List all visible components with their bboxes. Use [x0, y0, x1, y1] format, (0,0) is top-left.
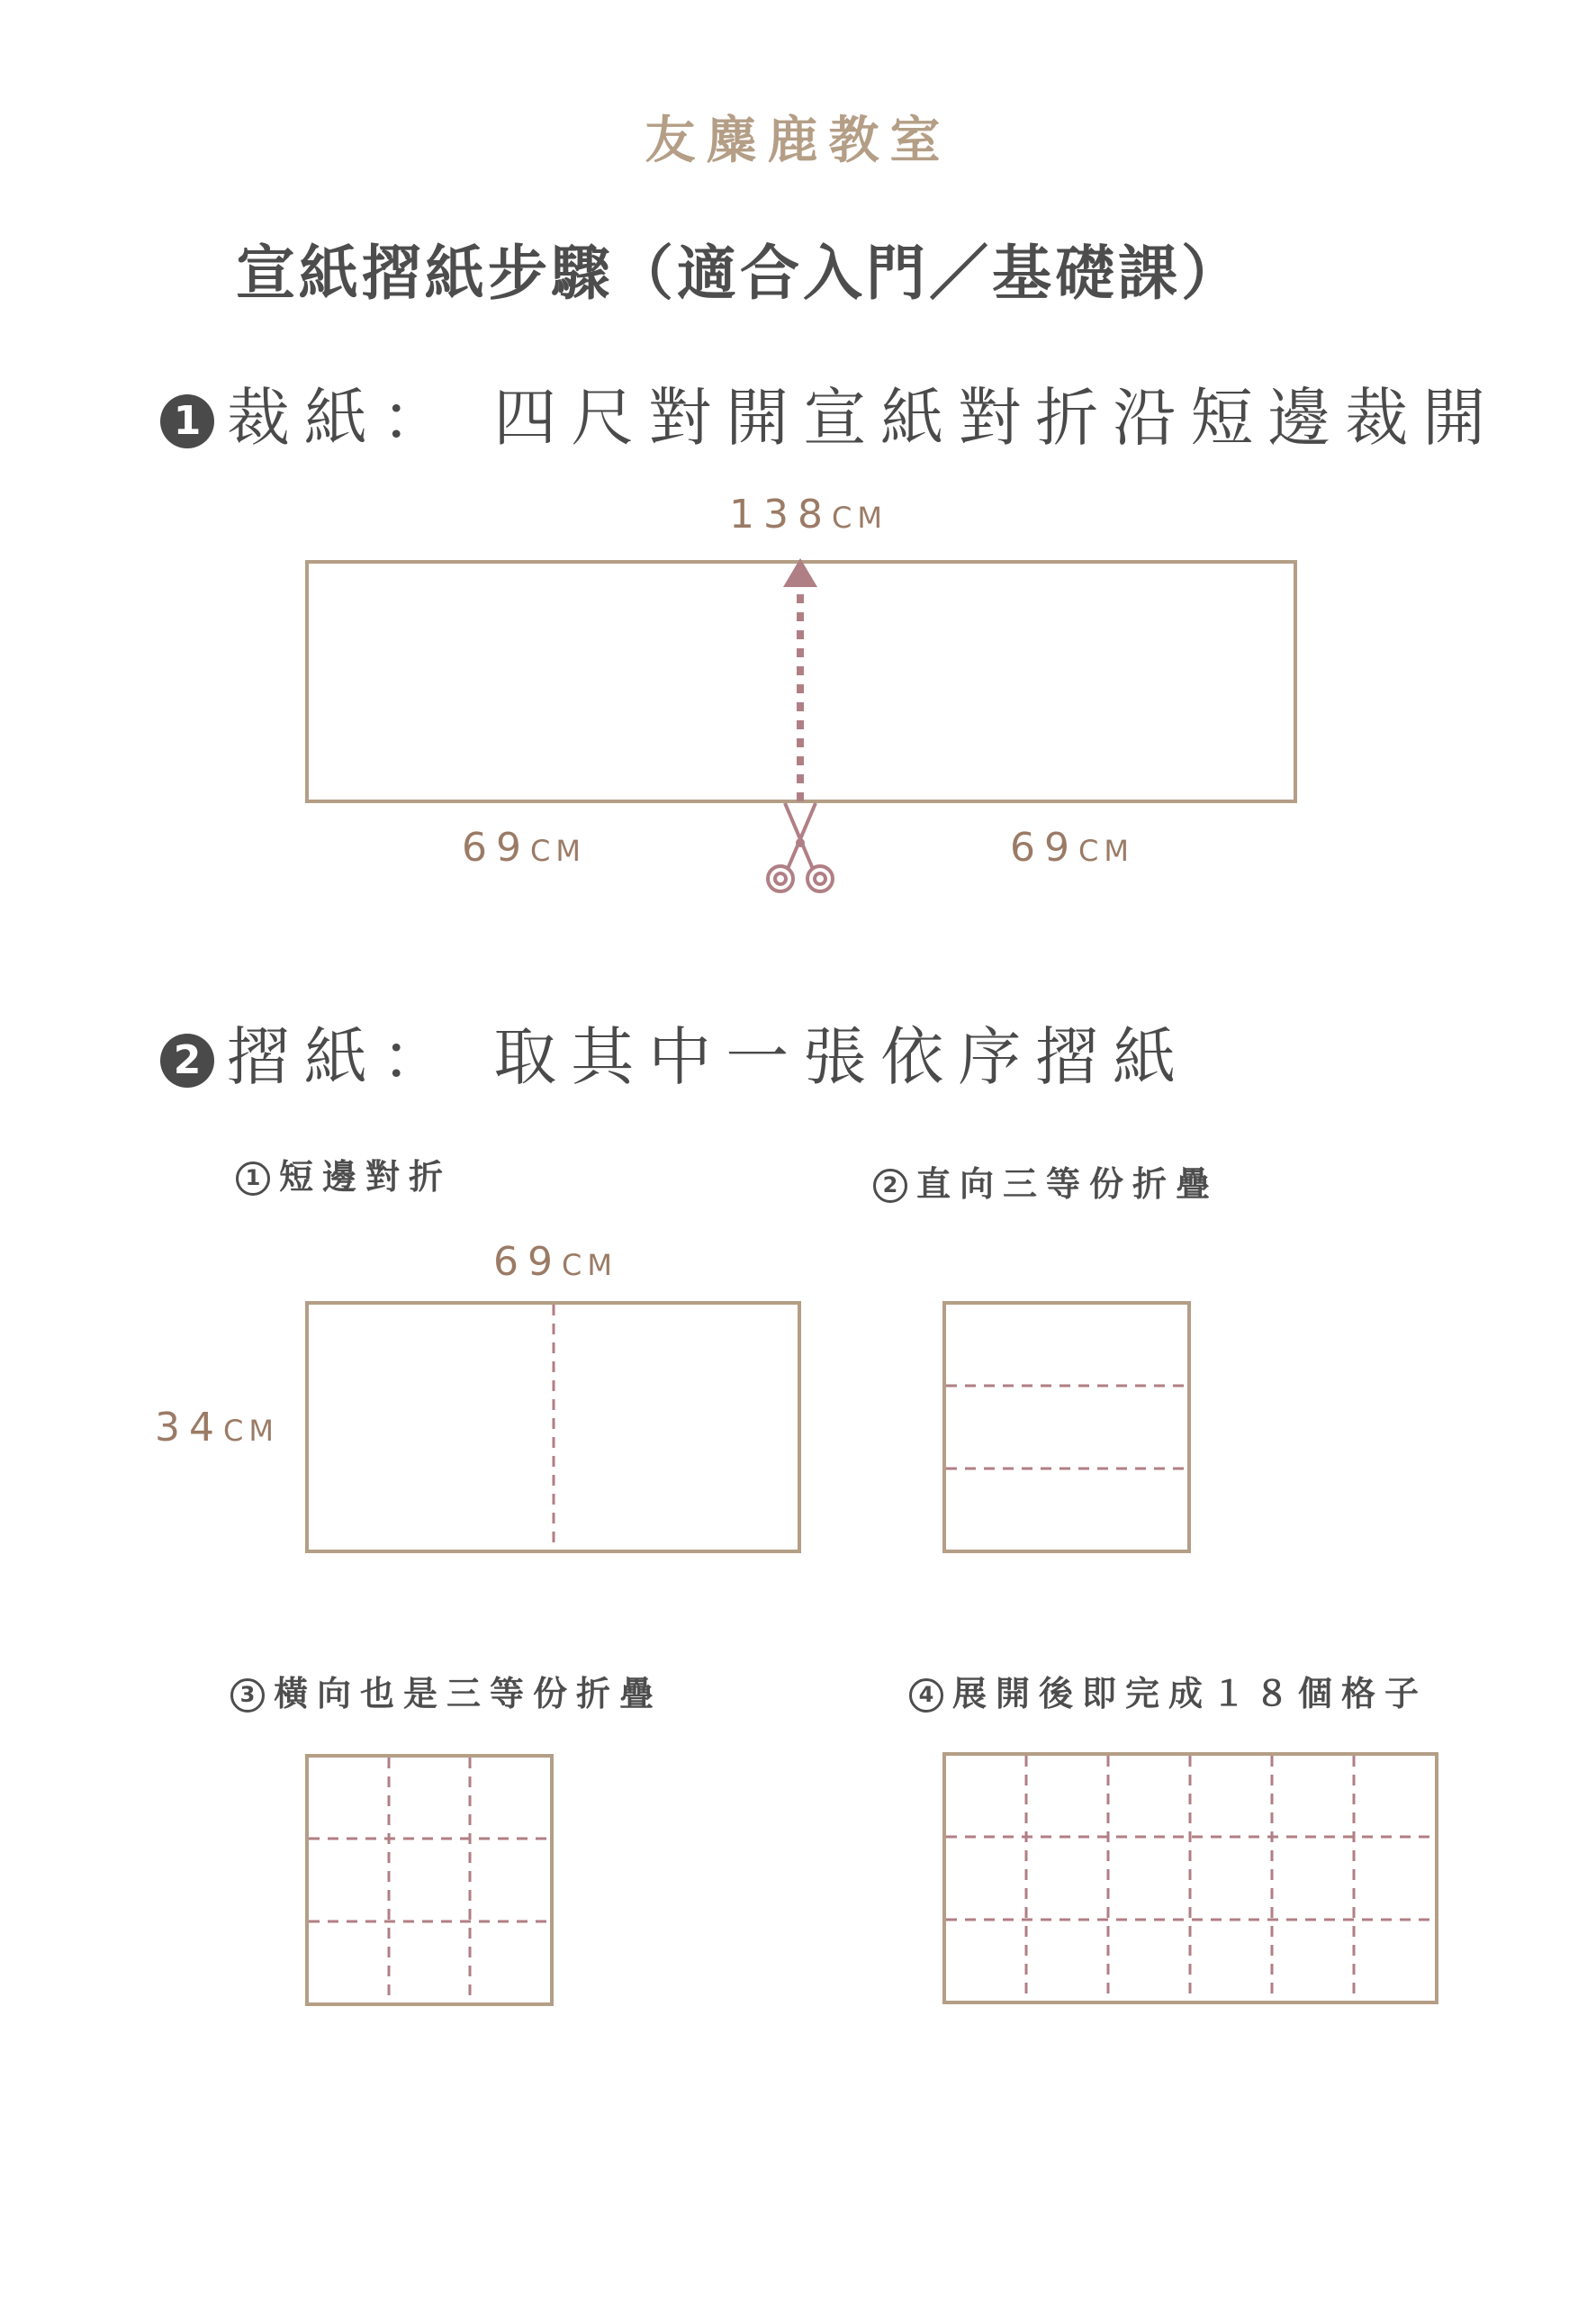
folded-height-value: 34	[155, 1405, 223, 1451]
left-half-value: 69	[462, 825, 530, 871]
right-half-value: 69	[1010, 825, 1078, 871]
section-1-number: 1	[160, 394, 214, 448]
folded-width-unit: CM	[562, 1248, 618, 1282]
section-2-text: 摺紙： 取其中一張依序摺紙	[227, 1020, 1191, 1094]
paper-width-unit: CM	[831, 501, 888, 535]
step-2-text: 直向三等份折疊	[916, 1164, 1220, 1204]
scissors-icon	[768, 803, 833, 891]
section-2-number: 2	[160, 1034, 214, 1088]
left-half-unit: CM	[530, 834, 586, 868]
step-1-text: 短邊對折	[279, 1157, 453, 1197]
step-3-paper	[307, 1756, 552, 2004]
step-4-number: 4	[909, 1678, 943, 1713]
page-title: 宣紙摺紙步驟（適合入門／基礎課）	[236, 238, 1244, 308]
step-3-number: 3	[230, 1678, 265, 1713]
step-1-number: 1	[236, 1162, 270, 1196]
step-2-paper	[944, 1303, 1189, 1551]
folded-width-value: 69	[493, 1239, 562, 1285]
folded-height-unit: CM	[223, 1414, 279, 1448]
step-3-text: 橫向也是三等份折疊	[274, 1674, 663, 1713]
brand-name: 友麋鹿教室	[645, 111, 951, 170]
paper-width-value: 138	[729, 492, 832, 538]
step-4-text: 展開後即完成１８個格子	[952, 1674, 1429, 1713]
section-1-text: 裁紙： 四尺對開宣紙對折沿短邊裁開	[227, 381, 1501, 455]
step-2-number: 2	[873, 1169, 907, 1203]
right-half-unit: CM	[1078, 834, 1134, 868]
